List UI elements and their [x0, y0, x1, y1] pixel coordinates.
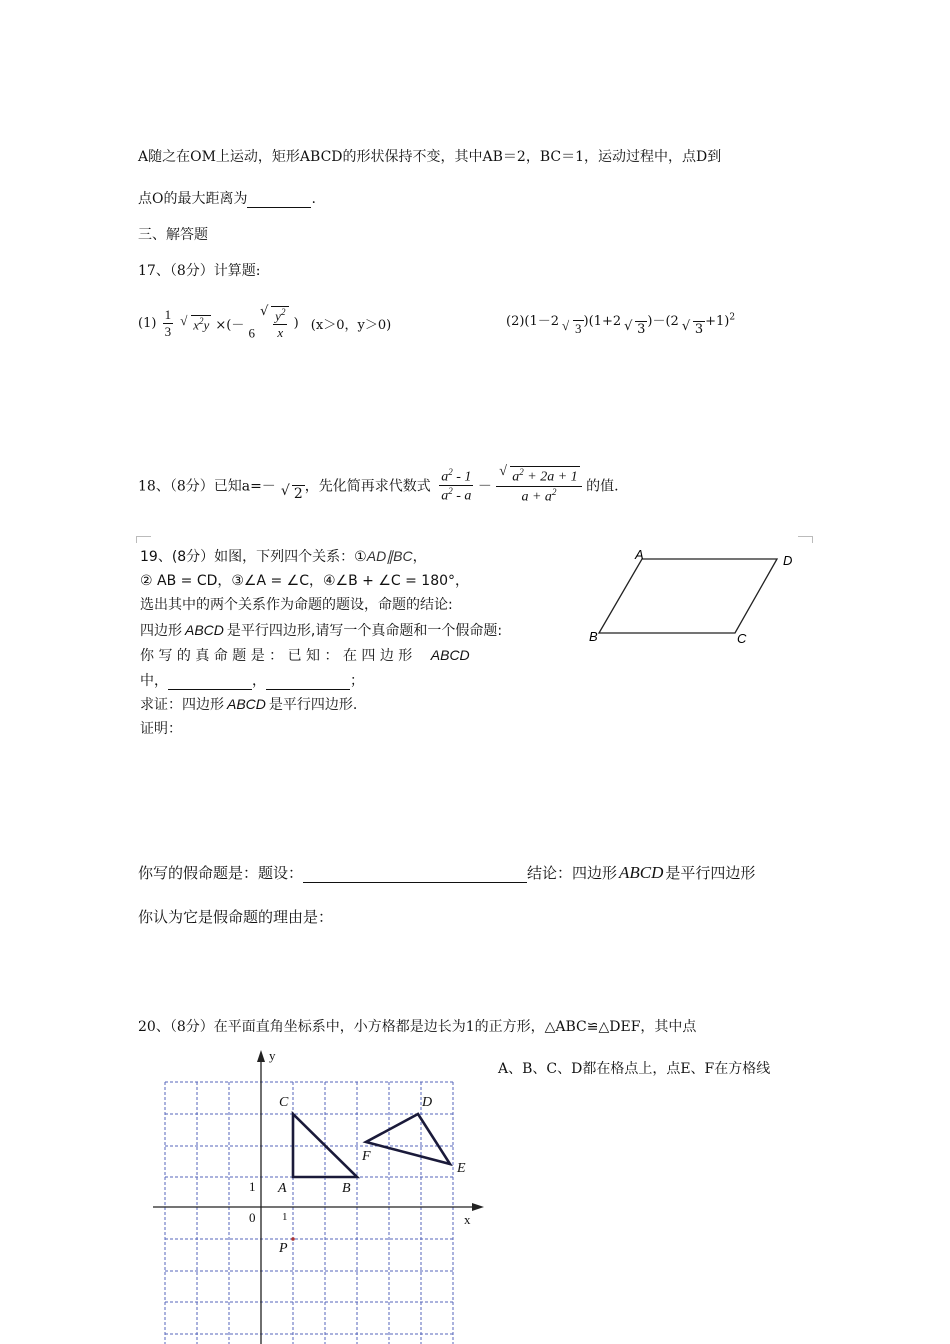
- y-axis-label: y: [269, 1048, 276, 1063]
- false-prop-end: 是平行四边形: [665, 864, 756, 882]
- intro-line-2: [138, 188, 316, 208]
- y-tick-1: 1: [249, 1179, 256, 1194]
- q17-p2-end: +1): [705, 314, 730, 329]
- grid-lines: [165, 1082, 453, 1344]
- true-prop-blank-2[interactable]: [266, 673, 350, 690]
- q18-header: 18、（8分）已知a=－: [138, 478, 276, 495]
- q17-p2-sup: 2: [729, 312, 736, 323]
- x-axis-arrow: [472, 1203, 484, 1211]
- q20-line-2: A、B、C、D都在格点上，点E、F在方格线: [498, 1061, 771, 1077]
- point-label-d: D: [422, 1095, 433, 1110]
- q19-line-4: [140, 620, 502, 640]
- q19-line-2: ② AB = CD，③∠A = ∠C，④∠B + ∠C = 180°，: [140, 573, 470, 589]
- triangle-def: [366, 1114, 450, 1164]
- q18-end: 的值.: [586, 478, 619, 495]
- point-label-p: P: [279, 1241, 288, 1256]
- y-axis-arrow: [257, 1050, 265, 1062]
- q18: [138, 466, 619, 505]
- q17-part2: [506, 310, 736, 337]
- point-label-e: E: [457, 1161, 466, 1176]
- q19-line-1-text: 19、(8分）如图，下列四个关系：①: [140, 549, 367, 565]
- q19-line-7-text: 求证：四边形: [140, 697, 224, 713]
- q17-p1-cond: (x＞0，y＞0): [310, 318, 392, 334]
- origin-label: 0: [249, 1210, 256, 1225]
- q19-line-5-text: 你 写 的 真 命 题 是 ： 已 知 ： 在 四 边 形: [140, 648, 413, 664]
- q20-line-1: 20、（8分）在平面直角坐标系中，小方格都是边长为1的正方形，△ABC≌△DEF，其中点: [138, 1019, 697, 1035]
- label-d: D: [783, 553, 793, 568]
- intro-line-2-end: .: [311, 191, 316, 207]
- false-prop-conclusion: 结论：四边形: [527, 864, 618, 882]
- point-label-b: B: [342, 1181, 351, 1196]
- sqrt-2: √ 2: [292, 485, 305, 502]
- intro-line-1: A随之在OM上运动，矩形ABCD的形状保持不变，其中AB＝2，BC＝1，运动过程中，点D到: [138, 149, 722, 165]
- q19-line-6-end: ；: [350, 673, 364, 689]
- q19-line-6: [140, 670, 364, 690]
- intro-line-2-text: 点O的最大距离为: [138, 191, 248, 207]
- q18-mid: ，先化简再求代数式: [304, 478, 431, 495]
- parallelogram-abcd: [599, 559, 777, 633]
- false-prop-reason: 你认为它是假命题的理由是：: [138, 908, 334, 926]
- fraction-q18-second: √ $\frac{a^2 + 2a + 1}{a + a^2}$: [496, 466, 581, 505]
- false-prop-blank[interactable]: [303, 864, 527, 883]
- q19-line-4-text: 四边形: [140, 623, 182, 639]
- q19-line-7-math: ABCD: [227, 696, 266, 712]
- q19-line-8: 证明：: [140, 721, 182, 737]
- q17-p2-label: (2)(1－2: [506, 314, 560, 329]
- parallelogram-figure: [585, 545, 800, 650]
- section-title: 三、解答题: [138, 227, 208, 243]
- q19-line-1-math: AD∥BC: [366, 548, 413, 564]
- sqrt-3-b: √ 3: [635, 321, 647, 337]
- false-prop-line: [138, 862, 755, 883]
- q19-line-6-text: 中，: [140, 673, 168, 689]
- q17-header: 17、（8分）计算题:: [138, 263, 261, 279]
- q18-minus: －: [477, 478, 492, 495]
- q17-part1: [138, 306, 391, 341]
- q19-line-1: [140, 546, 427, 566]
- point-label-c: C: [279, 1095, 289, 1110]
- q17-p1-close: ): [293, 316, 299, 332]
- label-b: B: [589, 629, 598, 644]
- label-c: C: [737, 631, 747, 646]
- sqrt-x2y: √ $x^2y$: [191, 315, 211, 333]
- point-p: [291, 1237, 295, 1241]
- fraction-one-third: $\frac{1}{3}$: [164, 307, 172, 340]
- false-prop-text: 你写的假命题是：题设：: [138, 864, 304, 882]
- fraction-q18-first: $\frac{a^2 - 1}{a^2 - a}$: [441, 466, 472, 504]
- q19-line-7: [140, 694, 357, 714]
- q17-p1-label: (1): [138, 316, 157, 332]
- sqrt-3-a: √ 3: [573, 320, 584, 337]
- q17-p2-mid2: )－(2: [647, 314, 679, 329]
- q19-line-4-end: 是平行四边形,请写一个真命题和一个假命题:: [226, 623, 503, 639]
- q19-line-4-math: ABCD: [185, 622, 224, 638]
- sqrt-3-c: √ 3: [693, 321, 705, 337]
- box-corner-left: [136, 536, 151, 543]
- coordinate-grid: [148, 1044, 493, 1344]
- q17-p2-mid1: )(1+2: [583, 314, 622, 329]
- point-label-a: A: [278, 1181, 287, 1196]
- sqrt-y2-over-x: √ $\frac{y^2}{x}$: [271, 306, 289, 341]
- q17-p1-times: ×(－: [215, 318, 245, 334]
- q19-line-1-end: ，: [412, 549, 427, 565]
- false-prop-math: ABCD: [619, 863, 664, 882]
- true-prop-blank-1[interactable]: [168, 673, 252, 690]
- x-tick-1: 1: [282, 1211, 288, 1223]
- label-a: A: [635, 547, 644, 562]
- q19-line-7-end: 是平行四边形.: [268, 697, 358, 713]
- point-label-f: F: [362, 1149, 371, 1164]
- q19-line-3: 选出其中的两个关系作为命题的题设，命题的结论:: [140, 597, 453, 613]
- box-corner-right: [798, 536, 813, 543]
- q19-line-5: [140, 645, 470, 665]
- q17-p1-six: 6: [248, 325, 256, 341]
- x-axis-label: x: [464, 1212, 471, 1227]
- q19-line-6-sep: ，: [252, 673, 266, 689]
- q19-line-5-math: ABCD: [430, 647, 470, 663]
- answer-blank-16[interactable]: [247, 191, 311, 208]
